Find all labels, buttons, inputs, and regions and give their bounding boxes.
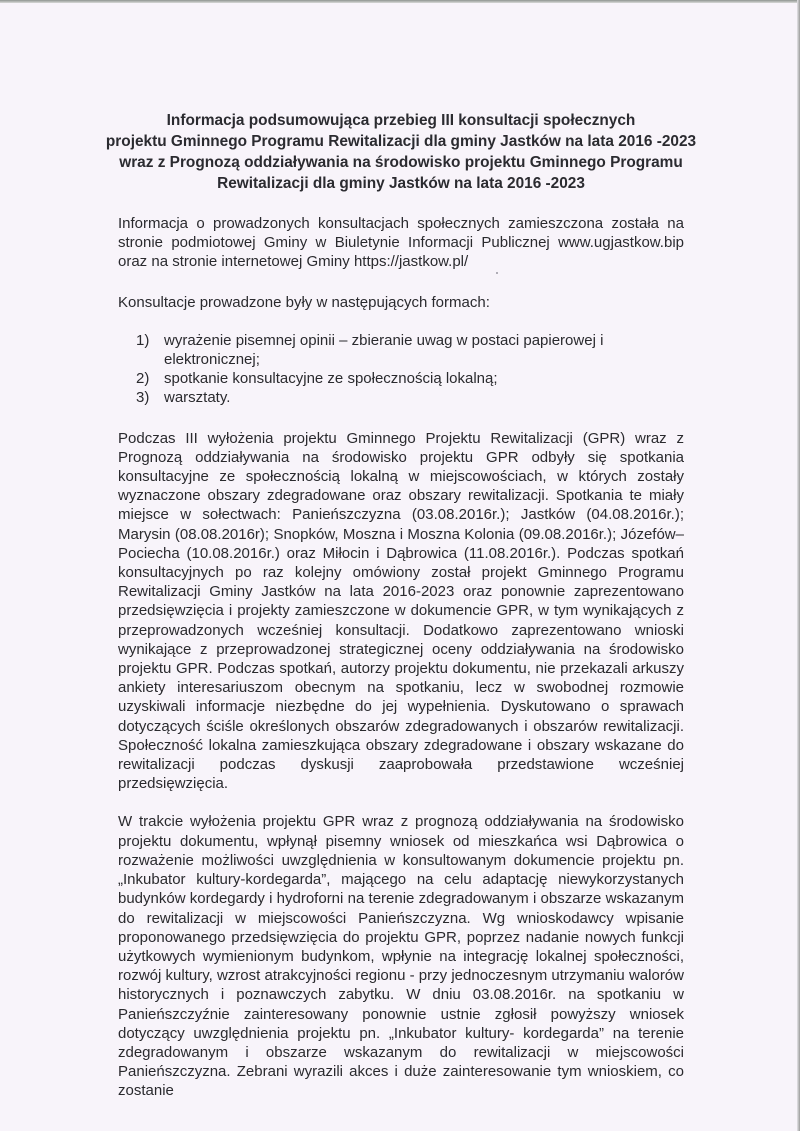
title-line: wraz z Prognozą oddziaływania na środowisko projektu Gminnego Programu xyxy=(119,154,683,171)
bip-link[interactable]: www.ugjastkow.bip xyxy=(558,234,684,252)
website-link[interactable]: https://jastkow.pl/ xyxy=(353,253,469,271)
list-number: 2) xyxy=(136,370,150,388)
list-text: wyrażenie pisemnej opinii – zbieranie uwag w postaci papierowej i elektronicznej; xyxy=(164,331,604,369)
consultation-forms-list xyxy=(118,331,684,408)
consultation-forms-lead: Konsultacje prowadzone były w następujących formach: xyxy=(118,293,490,311)
list-item xyxy=(136,331,684,369)
title-line: Informacja podsumowująca przebieg III konsultacji społecznych xyxy=(166,112,636,129)
intro-text-middle: oraz na stronie internetowej Gminy xyxy=(118,253,354,271)
document-title xyxy=(98,110,704,194)
list-text: spotkanie konsultacyjne ze społecznością lokalną; xyxy=(164,370,498,388)
proposal-paragraph: W trakcie wyłożenia projektu GPR wraz z prognozą oddziaływania na środowisko projektu dokumentu, wpłynął pisemny wniosek od mieszkańca wsi Dąbrowica o rozważenie możliwości uwzględnienia w konsultowanym dokumencie projektu pn. „Inkubator kultury-kordegarda”, mającego na celu adaptację niewykorzystanych budynków kordegardy i hydroforni na terenie zdegradowanym i obszarze wskazanym do rewitalizacji w miejscowości Panieńszczyzna. Wg wnioskodawcy wpisanie proponowanego przedsięwzięcia do projektu GPR, poprzez nadanie nowych funkcji użytkowych wymienionym budynkom, wpłynie na integrację lokalnej społeczności, rozwój kultury, wzrost atrakcyjności regionu - przy jednoczesnym utrzymaniu walorów historycznych i poznawczych zabytku. W dniu 03.08.2016r. na spotkaniu w Panieńszczyźnie zainteresowany ponownie ustnie zgłosił powyższy wniosek dotyczący uwzględnienia projektu pn. „Inkubator kultury- kordegarda” na terenie zdegradowanym i obszarze wskazanym do rewitalizacji w miejscowości Panieńszczyzna. Zebrani wyrazili akces i duże zainteresowanie tym wnioskiem, co zostanie xyxy=(118,813,684,1100)
document-page xyxy=(105,110,697,1101)
scan-top-edge xyxy=(0,0,800,3)
intro-text: Informacja o prowadzonych konsultacjach społecznych zamieszczona została na stronie podmiotowej Gminy w Biuletynie Informacji Publicznej xyxy=(118,215,684,252)
list-item xyxy=(136,388,684,407)
list-number: 1) xyxy=(136,331,150,349)
list-number: 3) xyxy=(136,389,150,407)
list-item xyxy=(136,369,684,388)
title-line: Rewitalizacji dla gminy Jastków na lata 2016 -2023 xyxy=(217,175,585,192)
list-text: warsztaty. xyxy=(164,389,231,407)
meetings-paragraph: Podczas III wyłożenia projektu Gminnego Projektu Rewitalizacji (GPR) wraz z Prognozą oddziaływania na środowisko projektu GPR odbyły się spotkania konsultacyjne ze społecznością lokalną w miejscowościach, w których zostały wyznaczone obszary zdegradowane oraz obszary rewitalizacji. Spotkania te miały miejsce w sołectwach: Panieńszczyzna (03.08.2016r.); Jastków (04.08.2016r.); Marysin (08.08.2016r); Snopków, Moszna i Moszna Kolonia (09.08.2016r.); Józefów– Pociecha (10.08.2016r.) oraz Miłocin i Dąbrowica (11.08.2016r.). Podczas spotkań konsultacyjnych po raz kolejny omówiony został projekt Gminnego Programu Rewitalizacji Gminy Jastków na lata 2016-2023 oraz ponownie zaprezentowano przedsięwzięcia i projekty zamieszczone w dokumencie GPR, w tym wynikających z przeprowadzonych wcześniej konsultacji. Dodatkowo zaprezentowano wnioski wynikające z przeprowadzonej strategicznej oceny oddziaływania na środowisko projektu GPR. Podczas spotkań, autorzy projektu dokumentu, nie przekazali arkuszy ankiety interesariuszom obecnym na spotkaniu, lecz w swobodnej rozmowie uzyskiwali informacje niezbędne do jej wypełnienia. Dyskutowano o sprawach dotyczących ściśle określonych obszarów zdegradowanych i obszarów rewitalizacji. Społeczność lokalna zamieszkująca obszary zdegradowane i obszary wskazane do rewitalizacji podczas dyskusji zaaprobowała przedstawione wcześniej przedsięwzięcia. xyxy=(118,429,684,793)
scan-speck xyxy=(496,272,498,274)
title-line: projektu Gminnego Programu Rewitalizacji dla gminy Jastków na lata 2016 -2023 xyxy=(105,133,697,150)
intro-paragraph xyxy=(118,214,684,272)
